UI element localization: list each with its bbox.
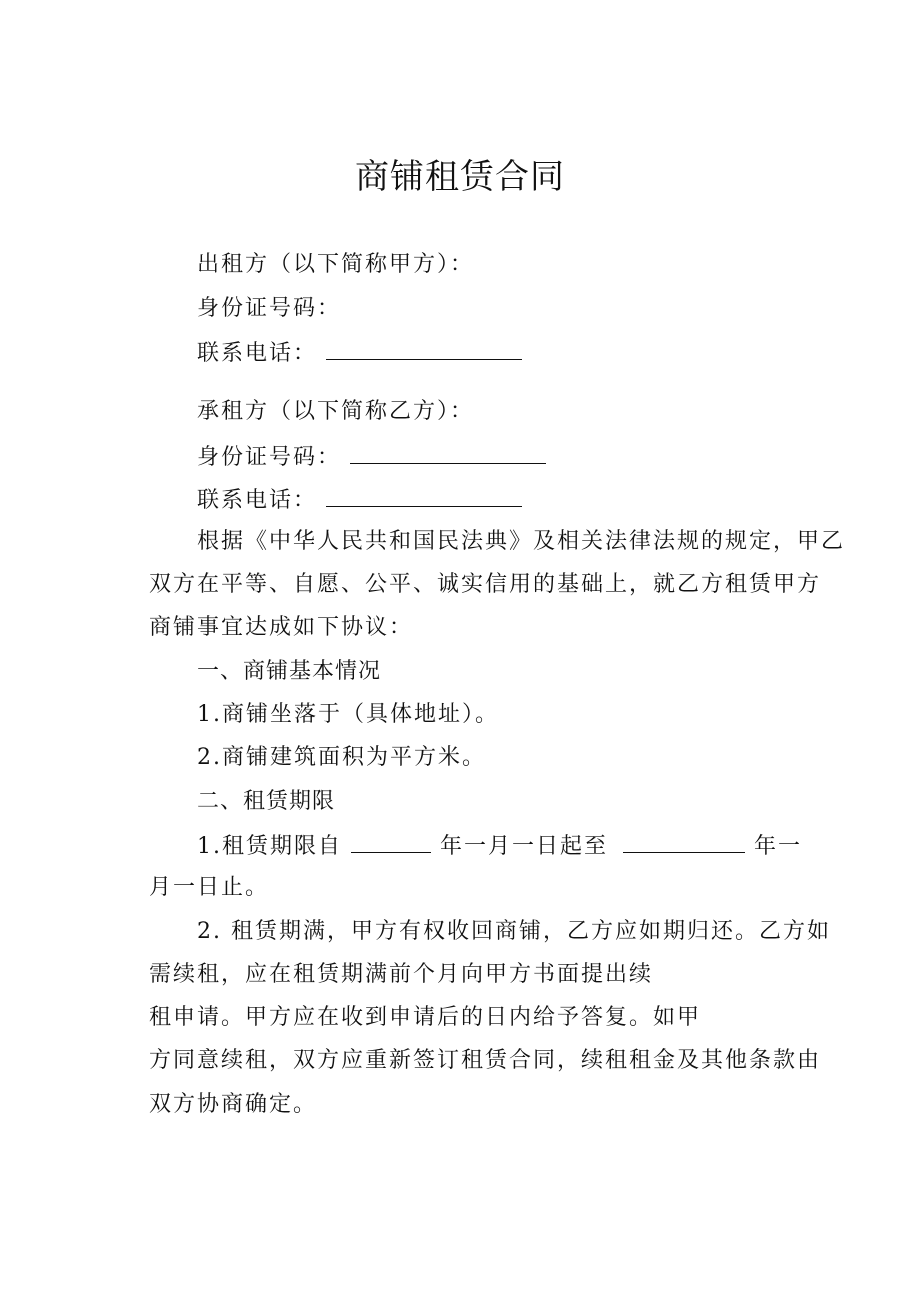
document-title: 商铺租赁合同 xyxy=(355,157,565,197)
preamble-line-3: 商铺事宜达成如下协议： xyxy=(149,615,414,640)
section-2-item-2-line-5: 双方协商确定。 xyxy=(149,1092,318,1117)
section-2-item-2-line-4: 方同意续租，双方应重新签订租赁合同，续租租金及其他条款由 xyxy=(149,1048,822,1073)
lessee-phone-label: 联系电话： xyxy=(197,488,318,513)
term-start-label: 1.租赁期限自 xyxy=(197,834,342,859)
section-1-item-2: 2.商铺建筑面积为平方米。 xyxy=(197,745,486,770)
section-2-heading: 二、租赁期限 xyxy=(197,789,336,814)
lessor-phone-label: 联系电话： xyxy=(197,341,318,366)
section-1-heading: 一、商铺基本情况 xyxy=(197,659,382,684)
section-2-item-1-row xyxy=(197,830,802,862)
lessee-label: 承租方（以下简称乙方）： xyxy=(197,399,475,424)
term-start-year-blank[interactable] xyxy=(351,830,431,853)
lessor-phone-row xyxy=(197,337,522,369)
section-2-item-2-line-1: 2. 租赁期满，甲方有权收回商铺，乙方应如期归还。乙方如 xyxy=(197,919,831,944)
lessee-id-blank[interactable] xyxy=(350,441,546,464)
section-2-item-2-line-2: 需续租，应在租赁期满前个月向甲方书面提出续 xyxy=(149,962,654,987)
lessor-phone-blank[interactable] xyxy=(326,337,522,360)
term-end-label: 年一 xyxy=(754,834,803,859)
preamble-line-1: 根据《中华人民共和国民法典》及相关法律法规的规定，甲乙 xyxy=(197,529,846,554)
lessor-label: 出租方（以下简称甲方）： xyxy=(197,252,475,277)
lessee-phone-row xyxy=(197,484,522,516)
preamble-line-2: 双方在平等、自愿、公平、诚实信用的基础上，就乙方租赁甲方 xyxy=(149,572,822,597)
lessee-id-row xyxy=(197,441,546,473)
lessor-id-label: 身份证号码： xyxy=(197,296,342,321)
section-2-item-1-cont: 月一日止。 xyxy=(149,875,270,900)
lessee-phone-blank[interactable] xyxy=(326,484,522,507)
term-mid-label: 年一月一日起至 xyxy=(440,834,609,859)
section-2-item-2-line-3: 租申请。甲方应在收到申请后的日内给予答复。如甲 xyxy=(149,1005,702,1030)
lessee-id-label: 身份证号码： xyxy=(197,445,342,470)
term-end-year-blank[interactable] xyxy=(623,830,745,853)
section-1-item-1: 1.商铺坐落于（具体地址）。 xyxy=(197,702,499,727)
